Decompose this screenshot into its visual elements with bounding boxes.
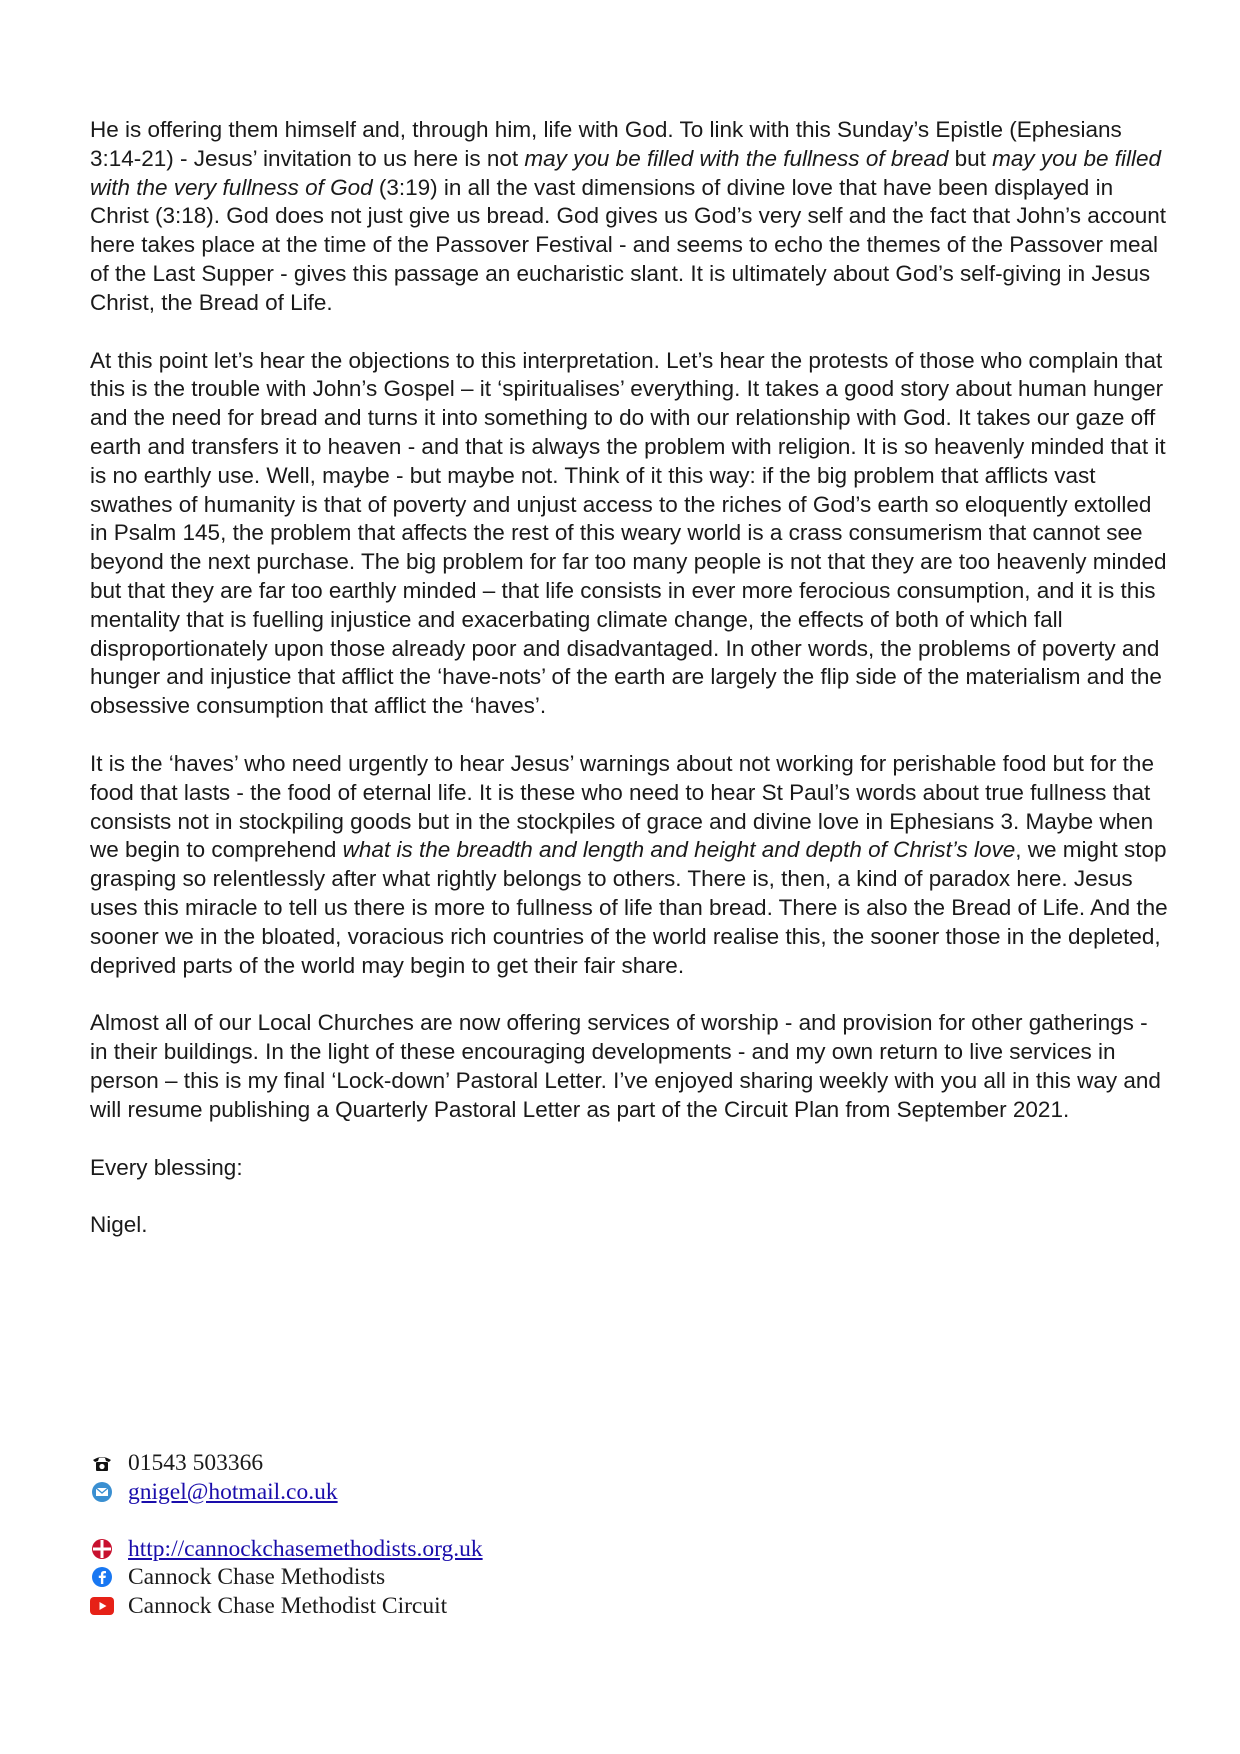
text-run: Almost all of our Local Churches are now offering services of worship - and provision for other gatherings - in their buildings. In the light of these encouraging developments - and my own return to live services in person – this is my final ‘Lock-down’ Pastoral Letter. I’ve enjoyed sharing weekly with you all in this way and will resume publishing a Quarterly Pastoral Letter as part of the Circuit Plan from September 2021. [90,1010,1161,1122]
closing-line: Every blessing: [90,1154,243,1180]
italic-quote: may you be filled with the fullness of bread [524,145,949,171]
phone-row [90,1449,790,1478]
contact-block [90,1449,790,1620]
text-run: He is offering them himself and, through him, life with God. To link with this Sunday’s Epistle (Ephesians 3:14-21) - Jesus’ invitation to us here is not [90,117,1122,171]
italic-quote: what is the breadth and length and height and depth of Christ’s love [342,837,1016,863]
paragraph-1 [90,116,1170,318]
telephone-icon [90,1451,114,1475]
text-run: but [948,145,993,171]
website-link[interactable]: http://cannockchasemethodists.org.uk [128,1535,483,1562]
paragraph-2 [90,347,1170,721]
youtube-row [90,1592,790,1621]
letter-body [90,116,1170,1269]
text-run: At this point let’s hear the objections to this interpretation. Let’s hear the protests of those who complain that this is the trouble with John’s Gospel – it ‘spiritualises’ everything. It takes a good story about human hunger and the need for bread and turns it into something to do with our relationship with God. It takes our gaze off earth and transfers it to heaven - and that is always the problem with religion. It is so heavenly minded that it is no earthly use. Well, maybe - but maybe not. Think of it this way: if the big problem that afflicts vast swathes of humanity is that of poverty and unjust access to the riches of God’s earth so eloquently extolled in Psalm 145, the problem that affects the rest of this weary world is a crass consumerism that cannot see beyond the next purchase. The big problem for far too many people is not that they are too heavenly minded but that they are far too earthly minded – that life consists in ever more ferocious consumption, and it is this mentality that is fuelling injustice and exacerbating climate change, the effects of both of which fall disproportionately upon those already poor and disadvantaged. In other words, the problems of poverty and hunger and injustice that afflict the ‘have-nots’ of the earth are largely the flip side of the materialism and the obsessive consumption that afflict the ‘haves’. [90,347,1167,719]
website-row [90,1535,790,1564]
text-run: , we might stop grasping so relentlessly after what rightly belongs to others. There is, then, a kind of paradox here. Jesus uses this miracle to tell us there is more to fullness of life than bread. There is also the Bread of Life. And the sooner we in the bloated, voracious rich countries of the world realise this, the sooner those in the depleted, deprived parts of the world may begin to get their fair share. [90,837,1168,978]
email-row [90,1478,790,1507]
facebook-row [90,1563,790,1592]
email-link[interactable]: gnigel@hotmail.co.uk [128,1478,338,1505]
methodist-cross-icon [90,1537,114,1561]
facebook-icon [90,1565,114,1589]
facebook-page-name: Cannock Chase Methodists [128,1564,386,1590]
text-run: (3:19) in all the vast dimensions of divine love that have been displayed in Christ (3:18). God does not just give us bread. God gives us God’s very self and the fact that John’s account here takes place at the time of the Passover Festival - and seems to echo the themes of the Passover meal of the Last Supper - gives this passage an eucharistic slant. It is ultimately about God’s self-giving in Jesus Christ, the Bread of Life. [90,174,1167,315]
email-icon [90,1480,114,1504]
text-run: It is the ‘haves’ who need urgently to hear Jesus’ warnings about not working for perishable food but for the food that lasts - the food of eternal life. It is these who need to hear St Paul’s words about true fullness that consists not in stockpiling goods but in the stockpiles of grace and divine love in Ephesians 3. Maybe when we begin to comprehend [90,750,1154,863]
italic-quote: may you be filled with the very fullness of God [90,145,1161,200]
paragraph-4 [90,1009,1170,1124]
youtube-icon [90,1594,114,1618]
phone-number: 01543 503366 [128,1450,264,1476]
signature: Nigel. [90,1212,148,1238]
youtube-channel-name: Cannock Chase Methodist Circuit [128,1592,448,1619]
paragraph-3 [90,750,1170,980]
